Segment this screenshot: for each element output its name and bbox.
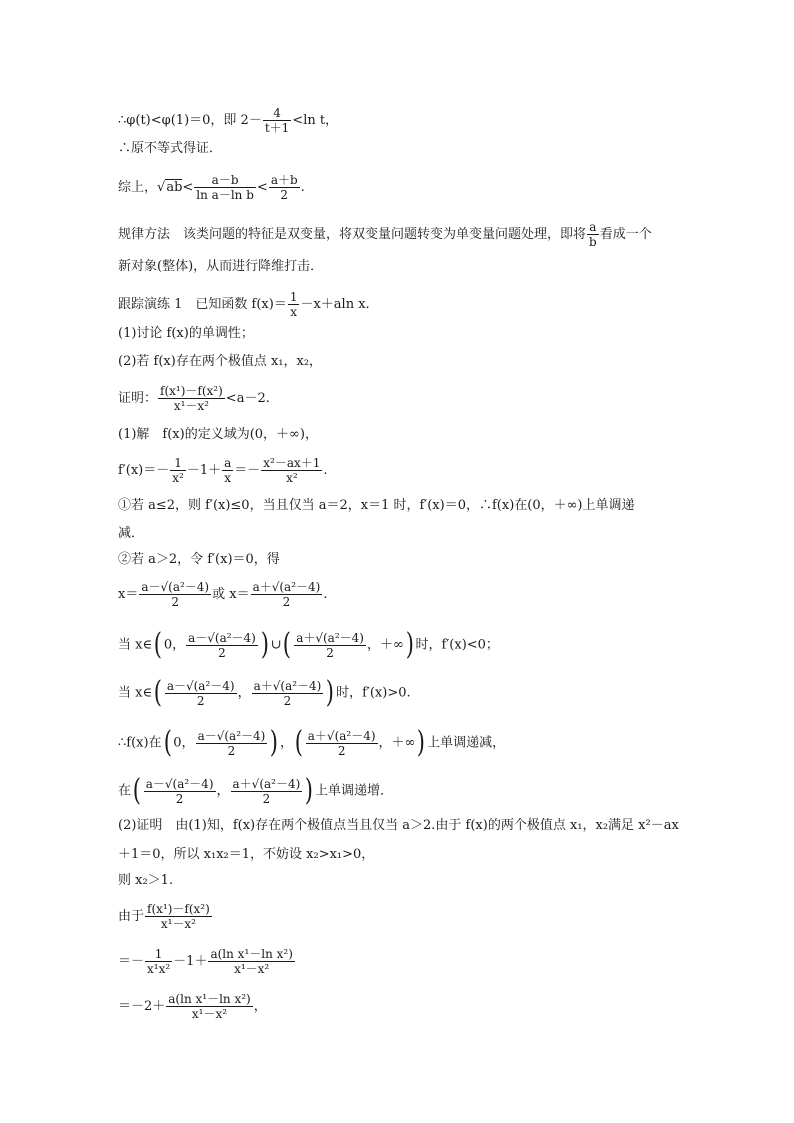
- line-17: 当 x∈( $\frac{\text{a－√(a²－4)}}{2}$ ， $\frac{\text{a＋√(a²－4)}}{2}$ ) 时，f′(x)>0.: [118, 675, 411, 710]
- denominator: 2: [337, 743, 346, 758]
- text: ＝－: [118, 954, 145, 969]
- fraction: [263, 106, 291, 135]
- line-22: 则 x₂＞1.: [118, 873, 174, 888]
- text: .: [323, 463, 328, 478]
- denominator: x¹－x²: [234, 962, 270, 976]
- line-10: (1)解 f(x)的定义域为(0，＋∞)，: [118, 427, 318, 442]
- denominator: 2: [282, 595, 291, 609]
- fraction: [166, 992, 252, 1021]
- denominator: 2: [326, 645, 334, 660]
- numerator: a－b: [194, 173, 256, 188]
- text: 或 x＝: [212, 587, 250, 602]
- denominator: 2: [218, 645, 226, 660]
- denominator: ln a－ln b: [196, 188, 254, 202]
- numerator: a＋√(a²－4): [296, 630, 364, 645]
- numerator: a＋√(a²－4): [307, 728, 376, 743]
- line-8: (2)若 f(x)存在两个极值点 x₁，x₂，: [118, 354, 323, 369]
- numerator: a＋√(a²－4): [232, 776, 301, 791]
- text: ＝－2＋: [118, 999, 166, 1014]
- denominator: x: [224, 471, 232, 485]
- line-5: 新对象(整体)，从而进行降维打击．: [118, 259, 324, 274]
- numerator: a＋√(a²－4): [252, 580, 321, 594]
- text: －1＋: [173, 954, 208, 969]
- text: －x＋aln x.: [300, 297, 370, 312]
- fraction: [261, 456, 322, 485]
- text: 上单调递增．: [315, 783, 394, 799]
- numerator: f(x¹)－f(x²): [147, 902, 210, 916]
- numerator: 1: [170, 456, 186, 471]
- line-21: ＋1＝0，所以 x₁x₂＝1，不妨设 x₂>x₁>0，: [118, 847, 375, 862]
- numerator: f(x¹)－f(x²): [160, 384, 223, 398]
- text: 看成一个: [599, 227, 652, 242]
- fraction: [139, 580, 211, 609]
- text: 上单调递减，: [427, 735, 506, 751]
- fraction: [145, 902, 212, 931]
- line-9: [118, 384, 270, 413]
- text: ＝－: [234, 463, 261, 478]
- fraction: [306, 729, 378, 758]
- numerator: a: [224, 456, 232, 470]
- fraction: [170, 456, 186, 485]
- line-20: (2)证明 由(1)知，f(x)存在两个极值点当且仅当 a＞2.由于 f(x)的两个极值点 x₁，x₂满足 x²－ax: [118, 818, 679, 833]
- numerator: 4: [263, 106, 291, 121]
- numerator: a－√(a²－4): [141, 580, 210, 594]
- numerator: 1: [145, 947, 172, 962]
- denominator: x¹－x²: [160, 917, 196, 931]
- numerator: a＋b: [270, 173, 298, 187]
- text: 0，: [163, 637, 186, 653]
- numerator: a－√(a²－4): [188, 630, 256, 645]
- line-3: [118, 173, 305, 202]
- denominator: 2: [175, 791, 184, 806]
- text: －1＋: [186, 463, 222, 478]
- fraction: [186, 631, 258, 660]
- text: 由于: [118, 909, 145, 924]
- fraction: [208, 947, 294, 976]
- numerator: a(ln x¹－ln x²): [210, 947, 293, 961]
- text: <a－2.: [225, 391, 270, 406]
- line-16: 当 x∈( 0， $\frac{\text{a－√(a²－4)}}{2}$ ) ∪( $\frac{\text{a＋√(a²－4)}}{2}$ ，＋∞) 时，f′(x)<0；: [118, 627, 499, 662]
- fraction: [231, 777, 303, 806]
- text: 在: [118, 783, 132, 799]
- fraction: [251, 580, 323, 609]
- denominator: 2: [171, 595, 180, 609]
- text: <ln t，: [292, 113, 339, 128]
- line-11: [118, 456, 328, 485]
- denominator: x: [290, 305, 298, 319]
- numerator: a: [587, 220, 599, 235]
- denominator: 2: [262, 791, 271, 806]
- fraction: [222, 456, 233, 485]
- denominator: x²: [286, 471, 298, 485]
- numerator: 1: [289, 290, 298, 304]
- text: 时，f′(x)>0.: [336, 685, 411, 701]
- fraction: [196, 729, 268, 758]
- text: ∪: [270, 637, 282, 653]
- text: x＝: [118, 587, 139, 602]
- line-13: 减．: [118, 526, 145, 541]
- denominator: 2: [196, 693, 205, 708]
- fraction: [252, 679, 324, 708]
- line-18: ∴f(x)在( 0， $\frac{\text{a－√(a²－4)}}{2}$ ) ，( $\frac{\text{a＋√(a²－4)}}{2}$ ，＋∞) 上单调递减，: [118, 725, 506, 760]
- text: 当 x∈: [118, 685, 153, 701]
- text: ，＋∞: [366, 637, 404, 653]
- text: ，: [253, 999, 267, 1014]
- line-15: [118, 580, 327, 609]
- denominator: x²: [172, 471, 184, 485]
- fraction: [288, 290, 300, 319]
- denominator: 2: [283, 693, 292, 708]
- numerator: a－√(a²－4): [197, 728, 266, 743]
- numerator: x²－ax＋1: [263, 456, 321, 470]
- text: 证明：: [118, 391, 158, 406]
- fraction: [194, 173, 256, 202]
- text: <: [256, 180, 268, 195]
- denominator: 2: [280, 188, 289, 202]
- fraction: [144, 777, 216, 806]
- denominator: x¹－x²: [191, 1007, 228, 1021]
- fraction: [587, 220, 599, 249]
- denominator: x¹－x²: [173, 399, 209, 413]
- text: <: [182, 180, 194, 195]
- text: 跟踪演练 1 已知函数 f(x)＝: [118, 297, 287, 312]
- denominator: 2: [227, 743, 236, 758]
- numerator: a(ln x¹－ln x²): [168, 992, 251, 1006]
- text: 规律方法 该类问题的特征是双变量，将双变量问题转变为单变量问题处理，即将: [118, 227, 587, 242]
- line-25: [118, 992, 267, 1021]
- line-12: ①若 a≤2，则 f′(x)≤0，当且仅当 a＝2，x＝1 时，f′(x)＝0，∴f(x)在(0，＋∞)上单调递: [118, 498, 635, 513]
- text: 综上，: [118, 180, 158, 195]
- line-7: (1)讨论 f(x)的单调性；: [118, 326, 254, 341]
- line-1: [118, 106, 338, 135]
- numerator: a＋√(a²－4): [253, 678, 322, 693]
- fraction: [145, 947, 172, 976]
- line-6: [118, 290, 370, 319]
- fraction: [158, 384, 225, 413]
- radicand: ab: [166, 180, 183, 195]
- denominator: b: [589, 235, 597, 249]
- line-23: [118, 902, 213, 931]
- fraction: [269, 173, 300, 202]
- line-24: [118, 947, 296, 976]
- text: 0，: [173, 735, 195, 751]
- line-14: ②若 a＞2，令 f′(x)＝0，得: [118, 552, 280, 567]
- text: ，: [237, 685, 251, 701]
- line-2: ∴原不等式得证．: [118, 141, 223, 156]
- text: ，: [216, 783, 230, 799]
- line-19: 在( $\frac{\text{a－√(a²－4)}}{2}$ ， $\frac{\text{a＋√(a²－4)}}{2}$ ) 上单调递增．: [118, 773, 394, 808]
- text: ，: [280, 735, 294, 751]
- text: .: [323, 587, 328, 602]
- text: ，＋∞: [378, 735, 416, 751]
- numerator: a－√(a²－4): [145, 776, 214, 791]
- denominator: t＋1: [264, 121, 290, 135]
- numerator: a－√(a²－4): [166, 678, 235, 693]
- denominator: x¹x²: [147, 962, 171, 976]
- line-4: [118, 220, 652, 249]
- text: .: [300, 180, 305, 195]
- text: f′(x)＝－: [118, 463, 170, 478]
- fraction: [165, 679, 237, 708]
- sqrt: √ab: [157, 180, 183, 195]
- fraction: [294, 631, 366, 660]
- text: 时，f′(x)<0；: [415, 637, 499, 653]
- text: 当 x∈: [118, 637, 153, 653]
- text: ∴f(x)在: [118, 735, 162, 751]
- text: ∴φ(t)<φ(1)＝0，即 2－: [118, 113, 262, 128]
